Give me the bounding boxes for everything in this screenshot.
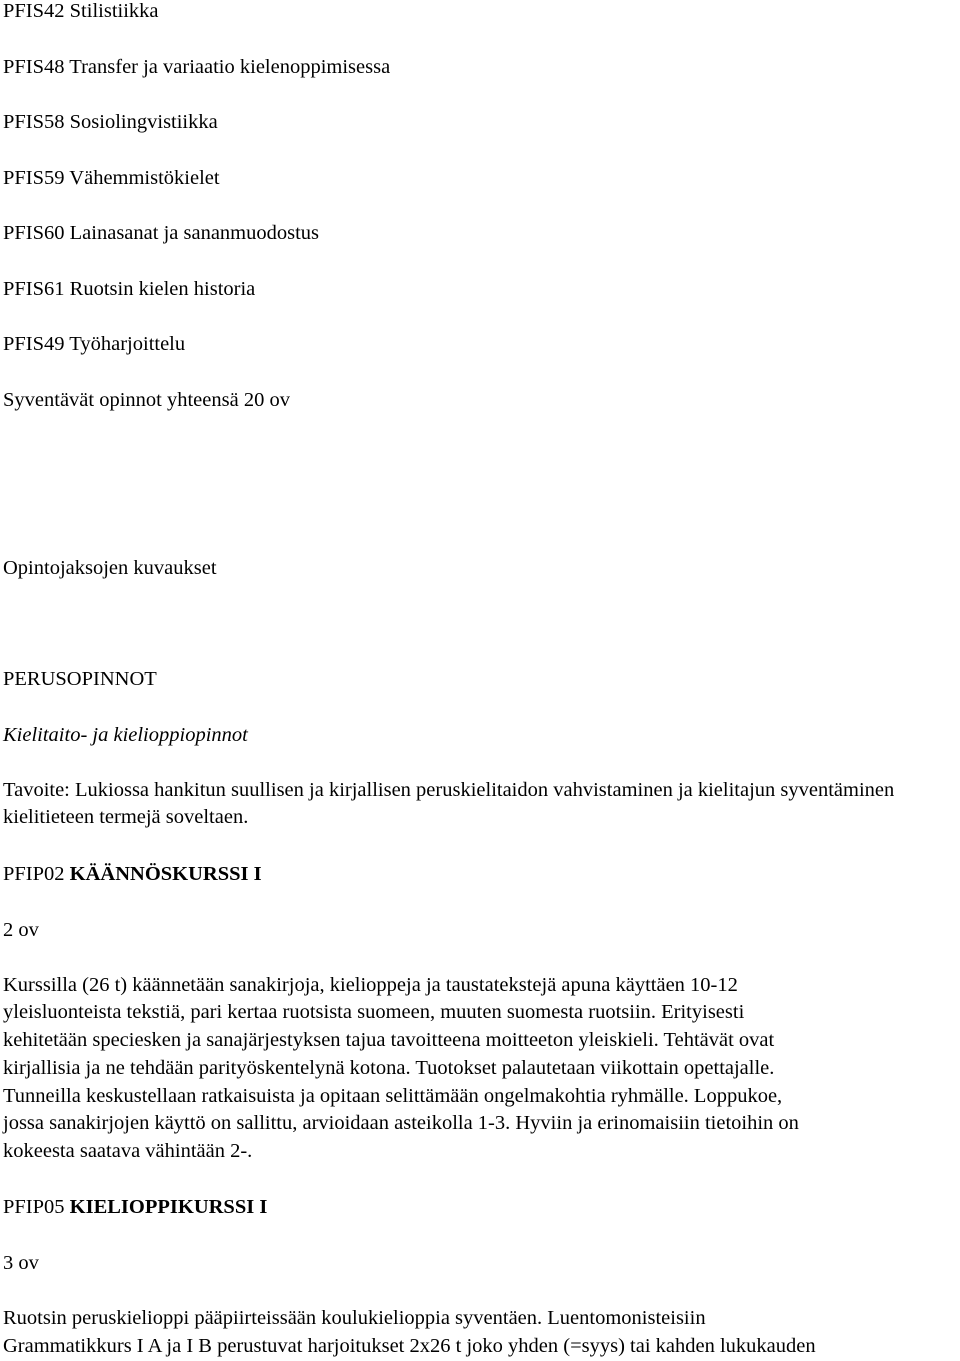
course-description-line: kokeesta saatava vähintään 2-. [3, 1140, 253, 1162]
course-list-item: PFIS59 Vähemmistökielet [3, 167, 220, 189]
course-description-line: jossa sanakirjojen käyttö on sallittu, arvioidaan asteikolla 1-3. Hyviin ja erinomaisiin tietoihin on [3, 1112, 799, 1134]
course-list-item: PFIS48 Transfer ja variaatio kielenoppimisessa [3, 56, 391, 78]
course-list-item: PFIS58 Sosiolingvistiikka [3, 111, 218, 133]
level-heading: PERUSOPINNOT [3, 668, 157, 690]
course-code: PFIP05 [3, 1196, 65, 1218]
course-code: PFIP02 [3, 863, 65, 885]
advanced-total: Syventävät opinnot yhteensä 20 ov [3, 389, 290, 411]
course-description-line: kehitetään speciesken ja sanajärjestyksen tajua tavoitteena moitteeton yleiskieli. Tehtävät ovat [3, 1029, 775, 1051]
course-description-line: Tunneilla keskustellaan ratkaisuista ja opitaan selittämään ongelmakohtia ryhmälle. Loppukoe, [3, 1085, 783, 1107]
subheading: Kielitaito- ja kielioppiopinnot [3, 724, 248, 746]
course-list-item: PFIS61 Ruotsin kielen historia [3, 278, 256, 300]
course-credits: 2 ov [3, 919, 39, 941]
course-description-line: Ruotsin peruskielioppi pääpiirteissään koulukielioppia syventäen. Luentomonisteisiin [3, 1307, 706, 1329]
goal-text: Tavoite: Lukiossa hankitun suullisen ja kirjallisen peruskielitaidon vahvistaminen ja kielitajun syventäminen kielitieteen termejä soveltaen. [3, 779, 895, 828]
course-description-line: Kurssilla (26 t) käännetään sanakirjoja, kielioppeja ja taustatekstejä apuna käyttäen 10-12 [3, 974, 738, 996]
course-heading [3, 1194, 267, 1221]
course-description-line: yleisluonteista tekstiä, pari kertaa ruotsista suomeen, muuten suomesta ruotsiin. Erityisesti [3, 1001, 745, 1023]
course-name: KÄÄNNÖSKURSSI I [69, 863, 262, 885]
course-list-item: PFIS49 Työharjoittelu [3, 333, 186, 355]
course-description-line: kirjallisia ja ne tehdään parityöskentelynä kotona. Tuotokset palautetaan viikottain opettajalle. [3, 1057, 775, 1079]
course-description-line: Grammatikkurs I A ja I B perustuvat harjoitukset 2x26 t joko yhden (=syys) tai kahden lukukauden [3, 1335, 816, 1357]
section-title: Opintojaksojen kuvaukset [3, 557, 217, 579]
course-credits: 3 ov [3, 1252, 39, 1274]
course-list-item: PFIS60 Lainasanat ja sananmuodostus [3, 222, 320, 244]
course-heading [3, 861, 262, 888]
course-list-item: PFIS42 Stilistiikka [3, 0, 159, 22]
course-name: KIELIOPPIKURSSI I [69, 1196, 268, 1218]
